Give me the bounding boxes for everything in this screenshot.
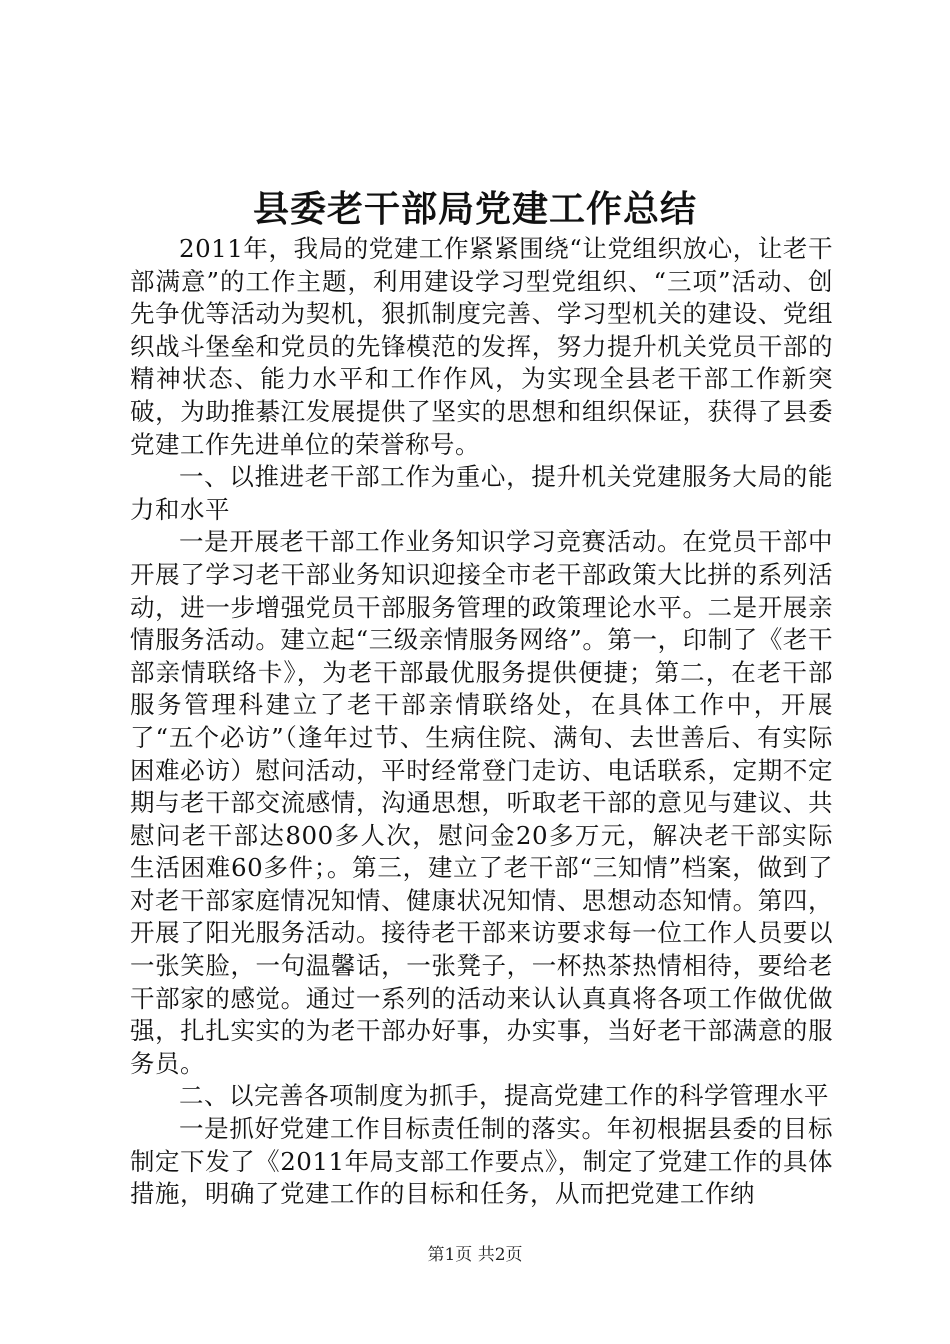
section-heading-2: 二、以完善各项制度为抓手，提高党建工作的科学管理水平 xyxy=(179,1081,829,1111)
document-body xyxy=(130,233,833,1211)
paragraph-section-1: 一是开展老干部工作业务知识学习竞赛活动。在党员干部中开展了学习老干部业务知识迎接全市老干部政策大比拼的系列活动，进一步增强党员干部服务管理的政策理论水平。二是开展亲情服务活动。建立起“三级亲情服务网络”。第一，印制了《老干部亲情联络卡》，为老干部最优服务提供便捷；第二，在老干部服务管理科建立了老干部亲情联络处，在具体工作中，开展了“五个必访”（逢年过节、生病住院、满旬、去世善后、有实际困难必访）慰问活动，平时经常登门走访、电话联系，定期不定期与老干部交流感情，沟通思想，听取老干部的意见与建议、共慰问老干部达800多人次，慰问金20多万元，解决老干部实际生活困难60多件；。第三，建立了老干部“三知情”档案，做到了对老干部家庭情况知情、健康状况知情、思想动态知情。第四，开展了阳光服务活动。接待老干部来访要求每一位工作人员要以一张笑脸，一句温馨话，一张凳子，一杯热茶热情相待，要给老干部家的感觉。通过一系列的活动来认认真真将各项工作做优做强，扎扎实实的为老干部办好事，办实事，当好老干部满意的服务员。 xyxy=(130,527,833,1078)
section-heading-1: 一、以推进老干部工作为重心，提升机关党建服务大局的能力和水平 xyxy=(130,462,833,524)
paragraph-intro: 2011年，我局的党建工作紧紧围绕“让党组织放心，让老干部满意”的工作主题，利用建设学习型党组织、“三项”活动、创先争优等活动为契机，狠抓制度完善、学习型机关的建设、党组织战斗堡垒和党员的先锋模范的发挥，努力提升机关党员干部的精神状态、能力水平和工作作风，为实现全县老干部工作新突破，为助推綦江发展提供了坚实的思想和组织保证，获得了县委党建工作先进单位的荣誉称号。 xyxy=(130,234,833,459)
paragraph-section-2: 一是抓好党建工作目标责任制的落实。年初根据县委的目标制定下发了《2011年局支部工作要点》，制定了党建工作的具体措施，明确了党建工作的目标和任务，从而把党建工作纳 xyxy=(130,1114,833,1209)
page-number-footer: 第1页 共2页 xyxy=(427,1245,523,1265)
document-title: 县委老干部局党建工作总结 xyxy=(252,188,697,230)
